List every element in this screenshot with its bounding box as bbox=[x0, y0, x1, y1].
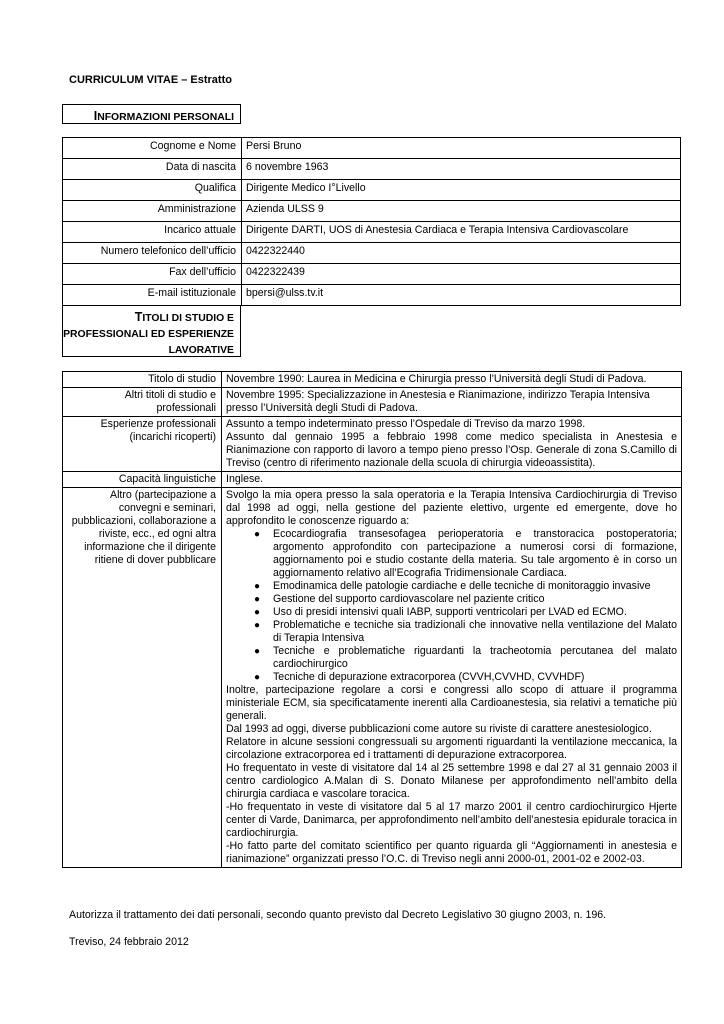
intro-paragraph: Svolgo la mia opera presso la sala operatoria e la Terapia Intensiva Cardiochirurgia di Treviso dal 1998 ad oggi, nella gestione del paziente elettivo, urgente ed emergente, dove ho approfondito le conoscenze riguardo a: bbox=[226, 489, 677, 527]
list-item bbox=[254, 645, 677, 671]
field-value: Persi Bruno bbox=[242, 138, 681, 159]
activity-paragraph: -Ho fatto parte del comitato scientifico per quanto riguarda gli “Aggiornamenti in anestesia e rianimazione” organizzati presso l’O.C. di Treviso negli anni 2000-01, 2001-02 e 2002-03. bbox=[226, 840, 677, 865]
table-row bbox=[63, 488, 682, 868]
table-row bbox=[63, 201, 681, 222]
privacy-authorization: Autorizza il trattamento dei dati personali, secondo quanto previsto dal Decreto Legislativo 30 giugno 2003, n. 196. bbox=[69, 909, 607, 921]
titles-table bbox=[62, 371, 682, 868]
field-label: Cognome e Nome bbox=[63, 138, 242, 159]
bullet-icon: ● bbox=[254, 594, 261, 605]
personal-info-table bbox=[62, 137, 681, 306]
field-label: Capacità linguistiche bbox=[63, 472, 222, 488]
bullet-icon: ● bbox=[254, 646, 261, 657]
list-item-text: Tecniche e problematiche riguardanti la tracheotomia percutanea del malato cardiochirurgico bbox=[273, 645, 677, 670]
bullet-icon: ● bbox=[254, 581, 261, 592]
field-label: Qualifica bbox=[63, 180, 242, 201]
list-item-text: Uso di presidi intensivi quali IABP, supporti ventricolari per LVAD ed ECMO. bbox=[273, 606, 627, 618]
field-value: 0422322439 bbox=[242, 264, 681, 285]
field-label: Data di nascita bbox=[63, 159, 242, 180]
list-item-text: Gestione del supporto cardiovascolare nel paziente critico bbox=[273, 593, 545, 605]
table-row bbox=[63, 372, 682, 388]
table-row bbox=[63, 285, 681, 306]
field-value: bpersi@ulss.tv.it bbox=[242, 285, 681, 306]
field-label: Amministrazione bbox=[63, 201, 242, 222]
table-row bbox=[63, 243, 681, 264]
field-value: Azienda ULSS 9 bbox=[242, 201, 681, 222]
table-row bbox=[63, 417, 682, 472]
field-label: Altri titoli di studio e professionali bbox=[63, 388, 222, 417]
table-row bbox=[63, 264, 681, 285]
field-value: Novembre 1990: Laurea in Medicina e Chirurgia presso l’Università degli Studi di Padova. bbox=[222, 372, 682, 388]
bullet-icon: ● bbox=[254, 529, 261, 540]
table-row bbox=[63, 472, 682, 488]
field-value: Novembre 1995: Specializzazione in Anestesia e Rianimazione, indirizzo Terapia Intensiva presso l’Università degli Studi di Padova. bbox=[222, 388, 682, 417]
table-row bbox=[63, 180, 681, 201]
bullet-icon: ● bbox=[254, 620, 261, 631]
section-heading-titles: TITOLI DI STUDIO E PROFESSIONALI ED ESPERIENZE LAVORATIVE bbox=[62, 305, 241, 357]
experience-paragraph: Assunto a tempo indeterminato presso l’Ospedale di Treviso da marzo 1998. bbox=[226, 418, 586, 430]
activity-paragraph: Ho frequentato in veste di visitatore dal 14 al 25 settembre 1998 e dal 27 al 31 gennaio 2003 il centro cardiologico A.Malan di S. Donato Milanese per approfondimento nell’ambito della chirurgia cardiaca e vascolare toracica. bbox=[226, 762, 677, 800]
bullet-icon: ● bbox=[254, 672, 261, 683]
competence-list bbox=[226, 528, 677, 684]
table-row bbox=[63, 138, 681, 159]
table-row bbox=[63, 388, 682, 417]
field-label: Numero telefonico dell’ufficio bbox=[63, 243, 242, 264]
list-item bbox=[254, 671, 677, 684]
table-row bbox=[63, 159, 681, 180]
field-label: Incarico attuale bbox=[63, 222, 242, 243]
field-value: 0422322440 bbox=[242, 243, 681, 264]
field-value bbox=[222, 488, 682, 868]
field-value: 6 novembre 1963 bbox=[242, 159, 681, 180]
table-row bbox=[63, 222, 681, 243]
list-item-text: Emodinamica delle patologie cardiache e delle tecniche di monitoraggio invasive bbox=[273, 580, 651, 592]
field-label: E-mail istituzionale bbox=[63, 285, 242, 306]
field-label: Fax dell’ufficio bbox=[63, 264, 242, 285]
list-item bbox=[254, 580, 677, 593]
list-item bbox=[254, 593, 677, 606]
field-value: Inglese. bbox=[222, 472, 682, 488]
section-heading-personal-info: INFORMAZIONI PERSONALI bbox=[62, 104, 241, 124]
list-item bbox=[254, 619, 677, 645]
field-value: Dirigente DARTI, UOS di Anestesia Cardiaca e Terapia Intensiva Cardiovascolare bbox=[242, 222, 681, 243]
field-label: Titolo di studio bbox=[63, 372, 222, 388]
list-item bbox=[254, 528, 677, 580]
field-value: Dirigente Medico I°Livello bbox=[242, 180, 681, 201]
bullet-icon: ● bbox=[254, 607, 261, 618]
document-title: CURRICULUM VITAE – Estratto bbox=[69, 74, 232, 86]
list-item-text: Tecniche di depurazione extracorporea (CVVH,CVVHD, CVVHDF) bbox=[273, 671, 585, 683]
activity-paragraph: Inoltre, partecipazione regolare a corsi e congressi allo scopo di attuare il programma ministeriale ECM, sia specificatamente inerenti alla Cardioanestesia, sia relativi a tematiche più generali. bbox=[226, 684, 677, 722]
field-value bbox=[222, 417, 682, 472]
activity-paragraphs bbox=[226, 684, 677, 866]
place-and-date: Treviso, 24 febbraio 2012 bbox=[69, 936, 189, 948]
field-label: Esperienze professionali (incarichi ricoperti) bbox=[63, 417, 222, 472]
list-item-text: Ecocardiografia transesofagea perioperatoria e transtoracica postoperatoria; argomento approfondito con partecipazione a numerosi corsi di formazione, aggiornamento poi e studio costante della materia. Su tale argomento è in corso un aggiornamento relativo all’Ecografia Tridimensionale Cardiaca. bbox=[273, 528, 677, 579]
activity-paragraph: Relatore in alcune sessioni congressuali su argomenti riguardanti la ventilazione meccanica, la circolazione extracorporea ed i trattamenti di depurazione extracorporea. bbox=[226, 736, 677, 761]
activity-paragraph: Dal 1993 ad oggi, diverse pubblicazioni come autore su riviste di carattere anestesiologico. bbox=[226, 723, 652, 735]
field-label: Altro (partecipazione a convegni e seminari, pubblicazioni, collaborazione a riviste, ecc., ed ogni altra informazione che il dirigente ritiene di dover pubblicare bbox=[63, 488, 222, 868]
experience-paragraph: Assunto dal gennaio 1995 a febbraio 1998 come medico specialista in Anestesia e Rianimazione con rapporto di lavoro a tempo pieno presso l’Osp. Generale di zona S.Camillo di Treviso (centro di riferimento nazionale della scuola di chirurgia videoassistita). bbox=[226, 431, 677, 469]
list-item bbox=[254, 606, 677, 619]
list-item-text: Problematiche e tecniche sia tradizionali che innovative nella ventilazione del Malato di Terapia Intensiva bbox=[273, 619, 677, 644]
activity-paragraph: -Ho frequentato in veste di visitatore dal 5 al 17 marzo 2001 il centro cardiochirurgico Hjerte center di Varde, Danimarca, per approfondimento nell’ambito dell’anestesia epidurale toracica in cardiochirurgia. bbox=[226, 801, 677, 839]
